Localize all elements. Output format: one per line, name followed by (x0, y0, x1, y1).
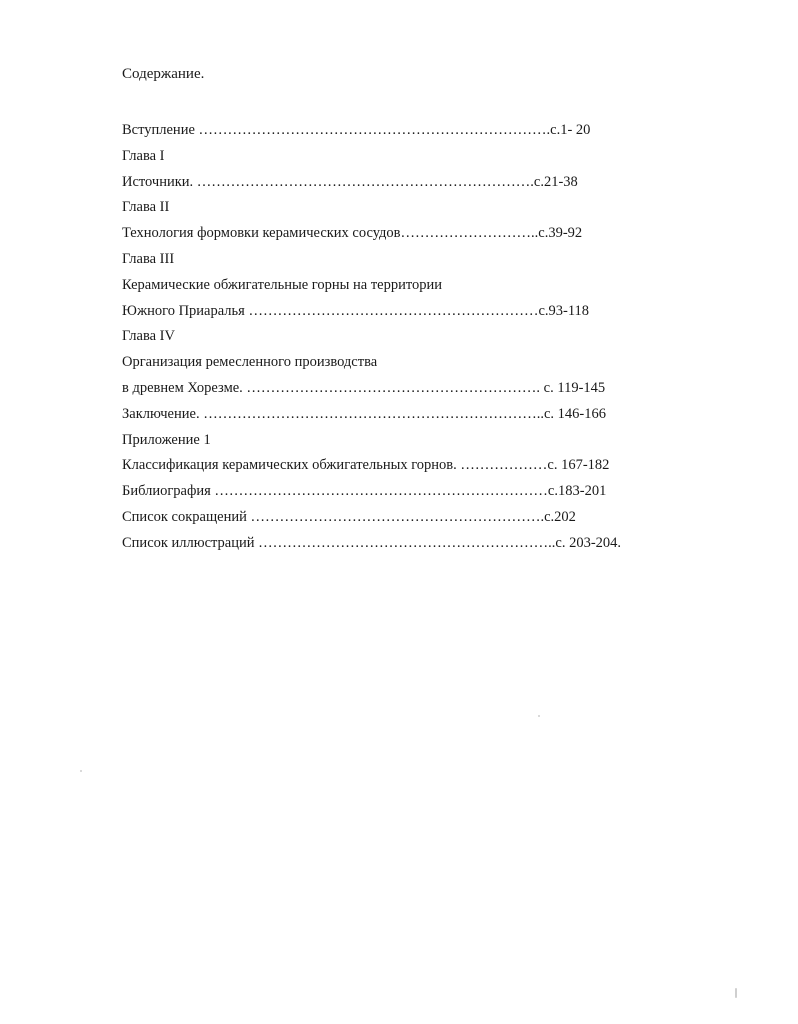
scan-speck (735, 988, 737, 998)
toc-chapter-1-heading: Глава I (122, 147, 165, 164)
toc-entry-conclusion: Заключение. ……………………………………………………………..с. 146-166 (122, 405, 606, 422)
toc-entry-bibliography: Библиография ……………………………………………………………с.183-201 (122, 483, 607, 500)
toc-chapter-2-heading: Глава II (122, 199, 170, 216)
toc-entry-craft-production-line-2: в древнем Хорезме. ……………………………………………………. с. 119-145 (122, 379, 606, 396)
toc-entry-illustrations: Список иллюстраций ……………………………………………………..с. 203-204. (122, 534, 622, 551)
page-title: Содержание. (122, 66, 205, 82)
toc-entry-vessel-technology: Технология формовки керамических сосудов………………………..с.39-92 (122, 225, 583, 242)
scan-speck (80, 770, 82, 772)
toc-appendix-1-heading: Приложение 1 (122, 431, 211, 448)
table-of-contents (122, 118, 621, 557)
toc-entry-kilns-line-2: Южного Приаралья ……………………………………………………с.93-118 (122, 302, 590, 319)
toc-entry-kilns-line-1: Керамические обжигательные горны на территории (122, 276, 443, 293)
scan-speck (538, 715, 540, 717)
toc-chapter-3-heading: Глава III (122, 250, 175, 267)
toc-entry-abbreviations: Список сокращений …………………………………………………….с.202 (122, 508, 576, 525)
toc-entry-craft-production-line-1: Организация ремесленного производства (122, 354, 378, 371)
toc-chapter-4-heading: Глава IV (122, 328, 175, 345)
toc-entry-kiln-classification: Классификация керамических обжигательных горнов. ………………с. 167-182 (122, 457, 610, 474)
toc-entry-introduction: Вступление ……………………………………………………………….с.1- 20 (122, 122, 591, 138)
toc-entry-sources: Источники. …………………………………………………………….с.21-38 (122, 173, 578, 190)
